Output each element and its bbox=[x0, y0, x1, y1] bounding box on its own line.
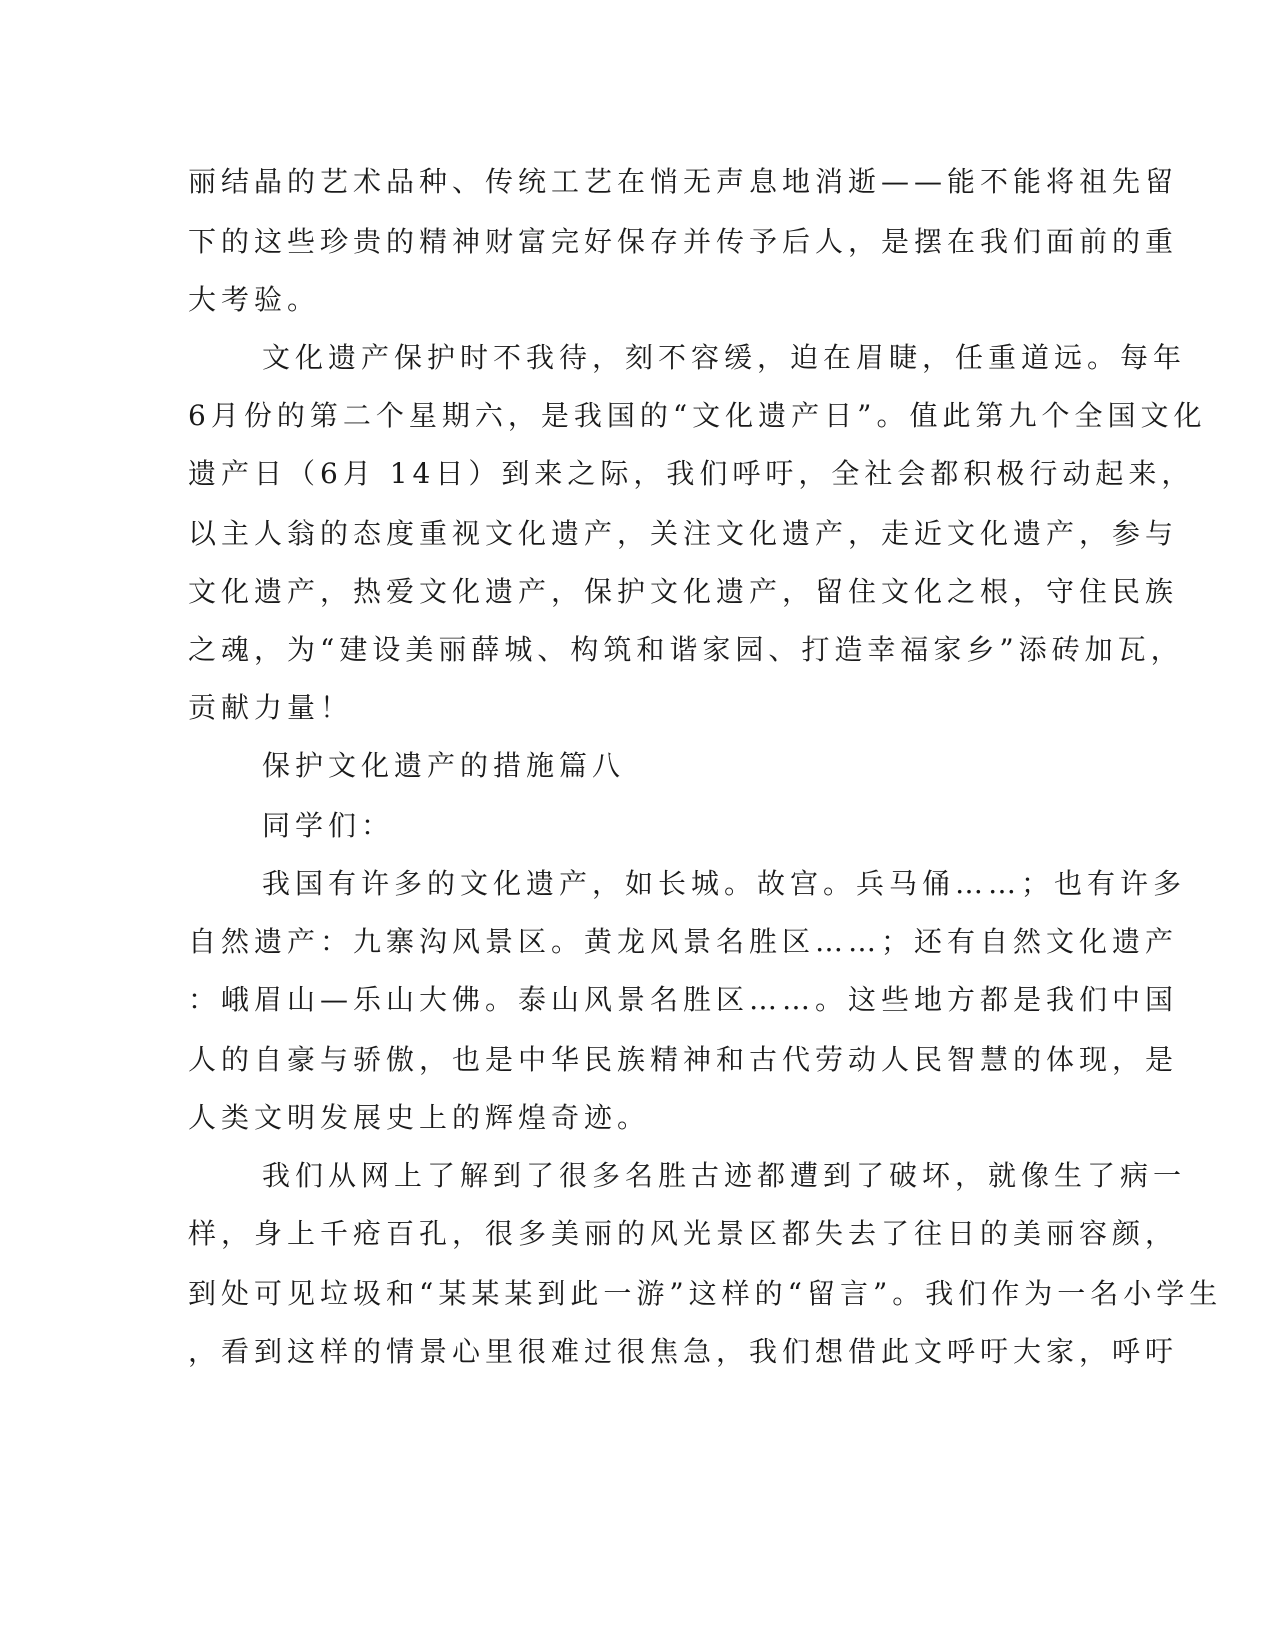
text-line: 样，身上千疮百孔，很多美丽的风光景区都失去了往日的美丽容颜， bbox=[188, 1217, 1179, 1250]
text-line: 之魂，为“建设美丽薛城、构筑和谐家园、打造幸福家乡”添砖加瓦， bbox=[188, 633, 1184, 666]
text-line: 以主人翁的态度重视文化遗产，关注文化遗产，走近文化遗产，参与 bbox=[188, 517, 1179, 550]
text-line: 大考验。 bbox=[188, 283, 321, 316]
text-line: 贡献力量！ bbox=[188, 691, 354, 724]
text-line: 我们从网上了解到了很多名胜古迹都遭到了破坏，就像生了病一 bbox=[262, 1159, 1187, 1192]
text-line: ：峨眉山—乐山大佛。泰山风景名胜区……。这些地方都是我们中国 bbox=[188, 983, 1179, 1016]
salutation: 同学们： bbox=[262, 809, 395, 842]
section-heading: 保护文化遗产的措施篇八 bbox=[262, 749, 626, 782]
text-line: 文化遗产，热爱文化遗产，保护文化遗产，留住文化之根，守住民族 bbox=[188, 575, 1179, 608]
text-line: 自然遗产：九寨沟风景区。黄龙风景名胜区……；还有自然文化遗产 bbox=[188, 925, 1179, 958]
text-line: 6月份的第二个星期六，是我国的“文化遗产日”。值此第九个全国文化 bbox=[188, 399, 1207, 432]
text-line: 丽结晶的艺术品种、传统工艺在悄无声息地消逝——能不能将祖先留 bbox=[188, 165, 1179, 198]
text-line: ，看到这样的情景心里很难过很焦急，我们想借此文呼吁大家，呼吁 bbox=[188, 1335, 1179, 1368]
text-line: 下的这些珍贵的精神财富完好保存并传予后人，是摆在我们面前的重 bbox=[188, 225, 1179, 258]
text-line: 到处可见垃圾和“某某某到此一游”这样的“留言”。我们作为一名小学生 bbox=[188, 1277, 1223, 1310]
text-line: 遗产日（6月 14日）到来之际，我们呼吁，全社会都积极行动起来， bbox=[188, 457, 1195, 490]
text-line: 我国有许多的文化遗产，如长城。故宫。兵马俑……；也有许多 bbox=[262, 867, 1187, 900]
text-line: 文化遗产保护时不我待，刻不容缓，迫在眉睫，任重道远。每年 bbox=[262, 341, 1187, 374]
text-line: 人类文明发展史上的辉煌奇迹。 bbox=[188, 1101, 651, 1134]
text-line: 人的自豪与骄傲，也是中华民族精神和古代劳动人民智慧的体现，是 bbox=[188, 1043, 1179, 1076]
